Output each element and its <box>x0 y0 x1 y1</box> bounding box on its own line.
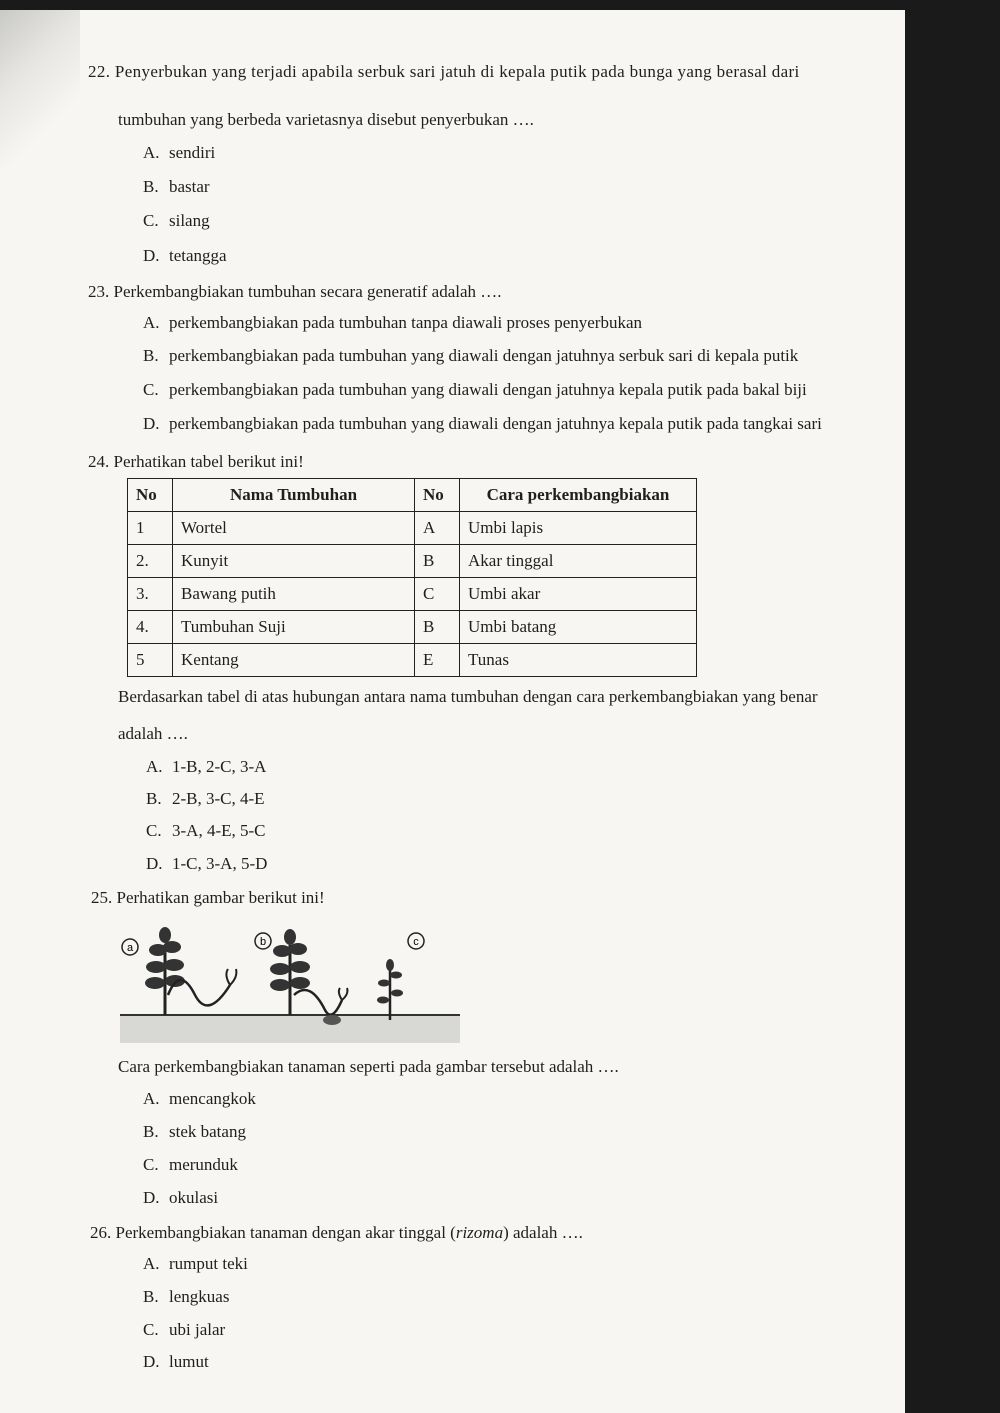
table-row <box>128 578 697 611</box>
exam-page <box>0 10 905 1413</box>
table-header-no: No <box>128 479 173 512</box>
question-26 <box>90 1223 583 1243</box>
option-23d[interactable]: D. perkembangbiakan pada tumbuhan yang diawali dengan jatuhnya kepala putik pada tangkai sari <box>143 414 822 433</box>
plant-a-icon <box>145 927 236 1015</box>
option-24a[interactable]: A. 1-B, 2-C, 3-A <box>146 757 267 776</box>
table-row <box>128 644 697 677</box>
question-text-italic: rizoma <box>455 1223 504 1242</box>
question-text: Perkembangbiakan tanaman dengan akar tinggal ( <box>115 1223 456 1242</box>
table-cell: C <box>415 578 460 611</box>
ground <box>120 1015 460 1043</box>
table-header-row <box>128 479 697 512</box>
option-24b[interactable]: B. 2-B, 3-C, 4-E <box>146 789 265 808</box>
option-26b[interactable]: B. lengkuas <box>143 1287 230 1306</box>
plant-reproduction-table <box>127 478 697 677</box>
option-22c[interactable]: C. silang <box>143 211 210 230</box>
table-cell: Umbi akar <box>460 578 697 611</box>
table-cell: Kunyit <box>173 545 415 578</box>
layering-figure <box>120 925 460 1045</box>
label-c: c <box>413 936 419 948</box>
option-23b[interactable]: B. perkembangbiakan pada tumbuhan yang diawali dengan jatuhnya serbuk sari di kepala putik <box>143 346 799 365</box>
question-25 <box>91 888 325 908</box>
table-cell: 5 <box>128 644 173 677</box>
table-header-plant-name: Nama Tumbuhan <box>173 479 415 512</box>
question-text: Perhatikan gambar berikut ini! <box>116 888 325 907</box>
question-24-after-line2: adalah …. <box>118 724 188 743</box>
table-cell: Bawang putih <box>173 578 415 611</box>
table-cell: Akar tinggal <box>460 545 697 578</box>
option-25d[interactable]: D. okulasi <box>143 1188 219 1207</box>
label-b: b <box>259 936 267 948</box>
table-header-no-2: No <box>415 479 460 512</box>
option-26a[interactable]: A. rumput teki <box>143 1254 248 1273</box>
soil-mound <box>323 1015 341 1025</box>
table-cell: Tunas <box>460 644 697 677</box>
table-cell: 2. <box>128 545 173 578</box>
label-a: a <box>126 942 134 954</box>
table-cell: 4. <box>128 611 173 644</box>
table-cell: A <box>415 512 460 545</box>
table-header-method: Cara perkembangbiakan <box>460 479 697 512</box>
option-23a[interactable]: A. perkembangbiakan pada tumbuhan tanpa diawali proses penyerbukan <box>143 313 643 332</box>
option-26c[interactable]: C. ubi jalar <box>143 1320 226 1339</box>
option-25c[interactable]: C. merunduk <box>143 1155 238 1174</box>
table-row <box>128 611 697 644</box>
table-cell: 3. <box>128 578 173 611</box>
question-22-line2: tumbuhan yang berbeda varietasnya disebut penyerbukan …. <box>118 110 534 129</box>
table-cell: Umbi lapis <box>460 512 697 545</box>
table-cell: Umbi batang <box>460 611 697 644</box>
option-22b[interactable]: B. bastar <box>143 177 210 196</box>
question-number: 22. <box>88 62 111 81</box>
question-text-end: ) adalah …. <box>503 1223 583 1242</box>
table-cell: B <box>415 545 460 578</box>
table-row <box>128 512 697 545</box>
question-number: 24. <box>88 452 110 471</box>
question-24 <box>88 452 304 472</box>
question-number: 25. <box>91 888 113 907</box>
question-24-after-line1: Berdasarkan tabel di atas hubungan antara nama tumbuhan dengan cara perkembangbiakan yang benar <box>118 687 818 706</box>
option-25b[interactable]: B. stek batang <box>143 1122 246 1141</box>
option-24c[interactable]: C. 3-A, 4-E, 5-C <box>146 821 266 840</box>
table-cell: Wortel <box>173 512 415 545</box>
question-text: Perkembangbiakan tumbuhan secara generatif adalah …. <box>113 282 502 301</box>
page-corner-shadow <box>0 10 80 170</box>
table-cell: Kentang <box>173 644 415 677</box>
option-24d[interactable]: D. 1-C, 3-A, 5-D <box>146 854 268 873</box>
question-number: 23. <box>88 282 110 301</box>
option-22d[interactable]: D. tetangga <box>143 246 227 265</box>
table-cell: Tumbuhan Suji <box>173 611 415 644</box>
table-cell: E <box>415 644 460 677</box>
question-22-line1 <box>88 62 800 82</box>
option-22a[interactable]: A. sendiri <box>143 143 216 162</box>
table-cell: 1 <box>128 512 173 545</box>
option-25a[interactable]: A. mencangkok <box>143 1089 256 1108</box>
question-number: 26. <box>90 1223 112 1242</box>
question-text: Penyerbukan yang terjadi apabila serbuk sari jatuh di kepala putik pada bunga yang berasal dari <box>114 62 800 81</box>
question-text: Perhatikan tabel berikut ini! <box>113 452 304 471</box>
question-23 <box>88 282 502 302</box>
option-23c[interactable]: C. perkembangbiakan pada tumbuhan yang diawali dengan jatuhnya kepala putik pada bakal biji <box>143 380 807 399</box>
option-26d[interactable]: D. lumut <box>143 1352 209 1371</box>
plant-c-icon <box>377 959 403 1020</box>
table-cell: B <box>415 611 460 644</box>
question-25-prompt: Cara perkembangbiakan tanaman seperti pada gambar tersebut adalah …. <box>118 1057 619 1076</box>
plant-b-icon <box>270 929 347 1025</box>
table-row <box>128 545 697 578</box>
